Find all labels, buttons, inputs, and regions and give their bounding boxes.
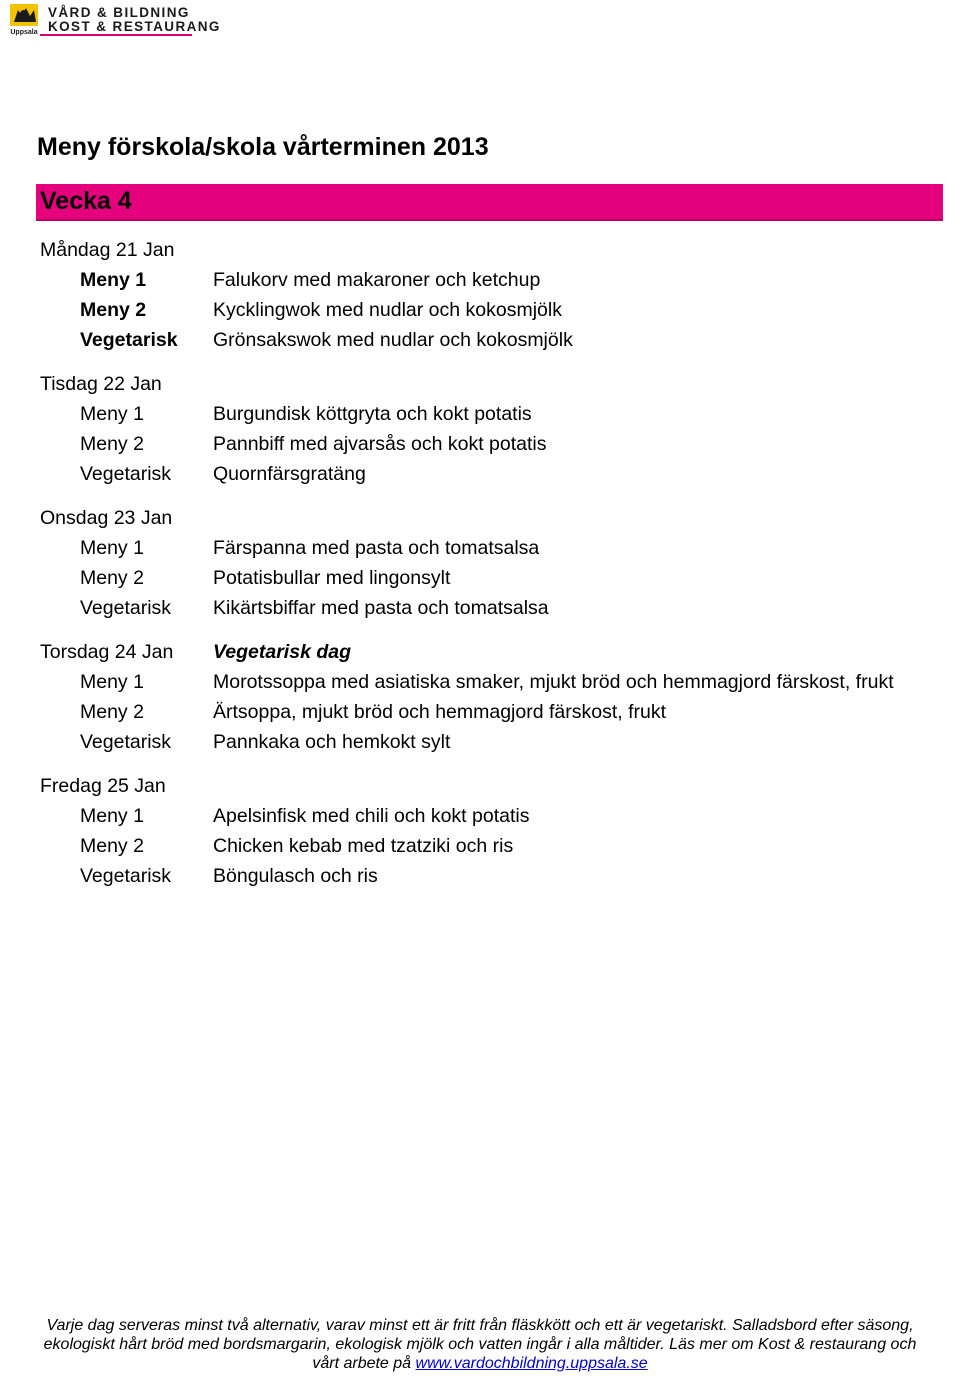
footer-line-3 — [0, 1354, 960, 1373]
logo-emblem-text: Uppsala — [10, 29, 38, 36]
meny1-label: Meny 1 — [80, 805, 144, 827]
footer-note — [0, 1316, 960, 1373]
header-logo — [8, 2, 221, 38]
veg-dish: Kikärtsbiffar med pasta och tomatsalsa — [213, 597, 549, 619]
logo-underline — [40, 34, 192, 36]
meny1-label: Meny 1 — [80, 403, 144, 425]
week-label: Vecka 4 — [40, 187, 132, 215]
website-link[interactable]: www.vardochbildning.uppsala.se — [415, 1355, 648, 1372]
meny2-dish: Ärtsoppa, mjukt bröd och hemmagjord färskost, frukt — [213, 701, 667, 723]
meny2-label: Meny 2 — [80, 567, 144, 589]
day-label: Tisdag 22 Jan — [40, 373, 162, 395]
meny2-dish: Kycklingwok med nudlar och kokosmjölk — [213, 299, 562, 321]
veg-dish: Quornfärsgratäng — [213, 463, 366, 485]
day-theme: Vegetarisk dag — [213, 641, 352, 663]
day-label: Fredag 25 Jan — [40, 775, 166, 797]
meny2-dish: Pannbiff med ajvarsås och kokt potatis — [213, 433, 547, 455]
footer-line-3-prefix: vårt arbete på — [312, 1355, 416, 1372]
day-label: Torsdag 24 Jan — [40, 641, 174, 663]
meny1-label: Meny 1 — [80, 537, 144, 559]
meny2-label: Meny 2 — [80, 433, 144, 455]
footer-line-1: Varje dag serveras minst två alternativ, varav minst ett är fritt från fläskkött och ett är vegetariskt. Salladsbord efter säsong, — [46, 1317, 914, 1334]
uppsala-lion-crest-icon — [8, 2, 40, 38]
day-label: Måndag 21 Jan — [40, 239, 175, 261]
page-title: Meny förskola/skola vårterminen 2013 — [37, 133, 489, 161]
meny2-dish: Potatisbullar med lingonsylt — [213, 567, 451, 589]
logo-line-2: KOST & RESTAURANG — [48, 19, 221, 34]
logo-line-1: VÅRD & BILDNING — [48, 5, 190, 20]
meny2-label: Meny 2 — [80, 299, 147, 321]
veg-dish: Pannkaka och hemkokt sylt — [213, 731, 451, 753]
meny2-label: Meny 2 — [80, 701, 144, 723]
meny1-dish: Apelsinfisk med chili och kokt potatis — [213, 805, 530, 827]
week-header-bar — [36, 184, 943, 221]
footer-line-2: ekologiskt hårt bröd med bordsmargarin, ekologisk mjölk och vatten ingår i alla måltider. Läs mer om Kost & restaurang och — [43, 1336, 917, 1353]
veg-label: Vegetarisk — [80, 463, 172, 485]
veg-dish: Grönsakswok med nudlar och kokosmjölk — [213, 329, 573, 351]
meny1-label: Meny 1 — [80, 671, 144, 693]
meny2-dish: Chicken kebab med tzatziki och ris — [213, 835, 514, 857]
meny1-dish: Falukorv med makaroner och ketchup — [213, 269, 541, 291]
day-label: Onsdag 23 Jan — [40, 507, 173, 529]
veg-label: Vegetarisk — [80, 597, 172, 619]
veg-label: Vegetarisk — [80, 865, 172, 887]
meny1-dish: Färspanna med pasta och tomatsalsa — [213, 537, 540, 559]
veg-label: Vegetarisk — [80, 731, 172, 753]
meny1-label: Meny 1 — [80, 269, 147, 291]
veg-label: Vegetarisk — [80, 329, 178, 351]
meny1-dish: Morotssoppa med asiatiska smaker, mjukt bröd och hemmagjord färskost, frukt — [213, 671, 894, 693]
meny1-dish: Burgundisk köttgryta och kokt potatis — [213, 403, 532, 425]
meny2-label: Meny 2 — [80, 835, 144, 857]
veg-dish: Böngulasch och ris — [213, 865, 378, 887]
